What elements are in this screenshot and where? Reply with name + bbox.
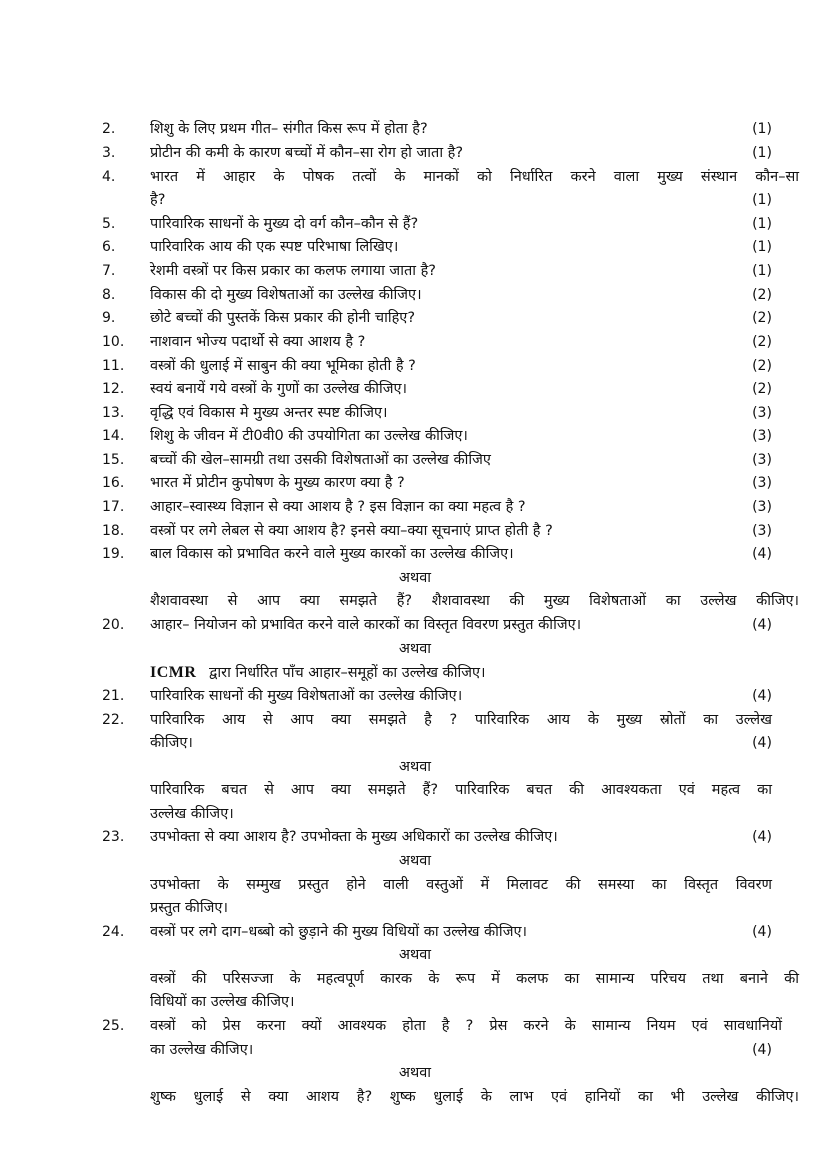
alternative-text: शुष्क धुलाई से क्या आशय है? शुष्क धुलाई के लाभ एवं हानियों का भी उल्लेख कीजिए।	[150, 1089, 799, 1105]
question-13	[0, 402, 827, 425]
marks: (3)	[752, 452, 772, 468]
or-label: अथवा	[398, 853, 432, 869]
question-text: आहार– नियोजन को प्रभावित करने वाले कारकों का विस्तृत विवरण प्रस्तुत कीजिए।	[150, 617, 582, 633]
or-label: अथवा	[398, 570, 432, 586]
question-text: विकास की दो मुख्य विशेषताओं का उल्लेख कीजिए।	[150, 287, 422, 303]
question-number: 15.	[102, 452, 125, 468]
question-24	[0, 921, 827, 944]
alternative-text-cont: उल्लेख कीजिए।	[150, 806, 234, 822]
question-21	[0, 685, 827, 708]
question-number: 19.	[102, 546, 125, 562]
question-number: 7.	[102, 263, 116, 279]
question-text: भारत में आहार के पोषक तत्वों के मानकों को निर्धारित करने वाला मुख्य संस्थान कौन–सा	[150, 169, 799, 185]
question-17	[0, 496, 827, 519]
marks: (2)	[752, 358, 772, 374]
question-16	[0, 472, 827, 495]
alternative-text: द्वारा निर्धारित पाँच आहार–समूहों का उल्लेख कीजिए।	[209, 665, 486, 681]
question-number: 23.	[102, 829, 125, 845]
question-24-alternative	[0, 968, 827, 991]
marks: (2)	[752, 334, 772, 350]
question-number: 14.	[102, 428, 125, 444]
question-25	[0, 1015, 827, 1038]
question-23-alternative-cont	[0, 897, 827, 920]
question-number: 8.	[102, 287, 116, 303]
alternative-text: पारिवारिक बचत से आप क्या समझते हैं? पारिवारिक बचत की आवश्यकता एवं महत्व का	[150, 782, 772, 798]
question-text: वस्त्रों की धुलाई में साबुन की क्या भूमिका होती है ?	[150, 358, 416, 374]
marks: (1)	[752, 239, 772, 255]
question-number: 2.	[102, 121, 116, 137]
question-3	[0, 142, 827, 165]
question-number: 18.	[102, 523, 125, 539]
question-text: पारिवारिक आय की एक स्पष्ट परिभाषा लिखिए।	[150, 239, 399, 255]
marks: (3)	[752, 499, 772, 515]
alternative-text: उपभोक्ता के सम्मुख प्रस्तुत होने वाली वस्तुओं में मिलावट की समस्या का विस्तृत विवरण	[150, 877, 772, 893]
alternative-text: शैशवावस्था से आप क्या समझते हैं? शैशवावस्था की मुख्य विशेषताओं का उल्लेख कीजिए।	[150, 593, 799, 609]
question-text: शिशु के जीवन में टी0वी0 की उपयोगिता का उल्लेख कीजिए।	[150, 428, 468, 444]
question-22-cont	[0, 732, 827, 755]
question-7	[0, 260, 827, 283]
marks: (4)	[752, 829, 772, 845]
marks: (2)	[752, 381, 772, 397]
question-text: वृद्धि एवं विकास मे मुख्य अन्तर स्पष्ट कीजिए।	[150, 405, 388, 421]
question-number: 17.	[102, 499, 125, 515]
or-divider	[0, 638, 827, 661]
marks: (4)	[752, 617, 772, 633]
question-15	[0, 449, 827, 472]
question-19-alternative	[0, 590, 827, 613]
question-text: वस्त्रों पर लगे दाग–धब्बो को छुड़ाने की मुख्य विधियों का उल्लेख कीजिए।	[150, 924, 527, 940]
alternative-text-cont: विधियों का उल्लेख कीजिए।	[150, 994, 295, 1010]
question-number: 4.	[102, 169, 116, 185]
question-20	[0, 614, 827, 637]
question-14	[0, 425, 827, 448]
marks: (3)	[752, 475, 772, 491]
marks: (4)	[752, 688, 772, 704]
question-text: वस्त्रों पर लगे लेबल से क्या आशय है? इनसे क्या–क्या सूचनाएं प्राप्त होती है ?	[150, 523, 553, 539]
question-number: 6.	[102, 239, 116, 255]
question-text: रेशमी वस्त्रों पर किस प्रकार का कलफ लगाया जाता है?	[150, 263, 436, 279]
question-8	[0, 284, 827, 307]
question-text-cont: का उल्लेख कीजिए।	[150, 1042, 254, 1058]
question-text: पारिवारिक साधनों की मुख्य विशेषताओं का उल्लेख कीजिए।	[150, 688, 463, 704]
or-label: अथवा	[398, 1065, 432, 1081]
question-text: वस्त्रों को प्रेस करना क्यों आवश्यक होता है ? प्रेस करने के सामान्य नियम एवं सावधानियों	[150, 1018, 782, 1034]
or-label: अथवा	[398, 641, 432, 657]
question-11	[0, 355, 827, 378]
or-divider	[0, 567, 827, 590]
marks: (4)	[752, 924, 772, 940]
marks: (1)	[752, 145, 772, 161]
marks: (1)	[752, 121, 772, 137]
marks: (4)	[752, 735, 772, 751]
question-number: 12.	[102, 381, 125, 397]
question-text-cont: है?	[150, 192, 166, 208]
or-divider	[0, 850, 827, 873]
question-text: प्रोटीन की कमी के कारण बच्चों में कौन–सा रोग हो जाता है?	[150, 145, 464, 161]
question-number: 3.	[102, 145, 116, 161]
question-number: 9.	[102, 310, 116, 326]
question-text: नाशवान भोज्य पदार्थो से क्या आशय है ?	[150, 334, 366, 350]
question-text: पारिवारिक साधनों के मुख्य दो वर्ग कौन–कौन से हैं?	[150, 216, 419, 232]
question-number: 21.	[102, 688, 125, 704]
question-number: 16.	[102, 475, 125, 491]
or-divider	[0, 944, 827, 967]
question-number: 20.	[102, 617, 125, 633]
marks: (3)	[752, 405, 772, 421]
question-number: 11.	[102, 358, 125, 374]
question-text: स्वयं बनायें गये वस्त्रों के गुणों का उल्लेख कीजिए।	[150, 381, 408, 397]
marks: (2)	[752, 287, 772, 303]
question-5	[0, 213, 827, 236]
question-text: बाल विकास को प्रभावित करने वाले मुख्य कारकों का उल्लेख कीजिए।	[150, 546, 514, 562]
question-6	[0, 236, 827, 259]
marks: (1)	[752, 192, 772, 208]
question-22-alternative-cont	[0, 803, 827, 826]
alternative-text-cont: प्रस्तुत कीजिए।	[150, 900, 228, 916]
question-text: पारिवारिक आय से आप क्या समझते है ? पारिवारिक आय के मुख्य स्रोतों का उल्लेख	[150, 712, 772, 728]
question-number: 13.	[102, 405, 125, 421]
marks: (4)	[752, 1042, 772, 1058]
question-number: 25.	[102, 1018, 125, 1034]
question-4	[0, 166, 827, 189]
or-label: अथवा	[398, 759, 432, 775]
question-number: 22.	[102, 712, 125, 728]
question-23-alternative	[0, 874, 827, 897]
question-text: छोटे बच्चों की पुस्तकें किस प्रकार की होनी चाहिए?	[150, 310, 416, 326]
question-text-cont: कीजिए।	[150, 735, 193, 751]
question-text: बच्चों की खेल–सामग्री तथा उसकी विशेषताओं का उल्लेख कीजिए	[150, 452, 491, 468]
question-25-alternative	[0, 1086, 827, 1109]
question-22	[0, 709, 827, 732]
question-4-cont	[0, 189, 827, 212]
question-23	[0, 826, 827, 849]
marks: (3)	[752, 523, 772, 539]
question-number: 24.	[102, 924, 125, 940]
question-24-alternative-cont	[0, 991, 827, 1014]
marks: (3)	[752, 428, 772, 444]
question-text: शिशु के लिए प्रथम गीत– संगीत किस रूप में होता है?	[150, 121, 428, 137]
or-divider	[0, 756, 827, 779]
question-25-cont	[0, 1039, 827, 1062]
icmr-abbreviation: ICMR	[150, 664, 197, 681]
marks: (4)	[752, 546, 772, 562]
question-12	[0, 378, 827, 401]
question-19	[0, 543, 827, 566]
marks: (1)	[752, 216, 772, 232]
question-10	[0, 331, 827, 354]
question-text: आहार–स्वास्थ्य विज्ञान से क्या आशय है ? इस विज्ञान का क्या महत्व है ?	[150, 499, 526, 515]
marks: (2)	[752, 310, 772, 326]
question-number: 10.	[102, 334, 125, 350]
marks: (1)	[752, 263, 772, 279]
or-label: अथवा	[398, 947, 432, 963]
question-number: 5.	[102, 216, 116, 232]
question-20-alternative	[0, 661, 827, 684]
question-22-alternative	[0, 779, 827, 802]
question-text: भारत में प्रोटीन कुपोषण के मुख्य कारण क्या है ?	[150, 475, 405, 491]
question-2	[0, 118, 827, 141]
question-18	[0, 520, 827, 543]
question-9	[0, 307, 827, 330]
question-text: उपभोक्ता से क्या आशय है? उपभोक्ता के मुख्य अधिकारों का उल्लेख कीजिए।	[150, 829, 558, 845]
or-divider	[0, 1062, 827, 1085]
alternative-text-container	[150, 661, 485, 685]
alternative-text: वस्त्रों की परिसज्जा के महत्वपूर्ण कारक के रूप में कलफ का सामान्य परिचय तथा बनाने की	[150, 971, 799, 987]
